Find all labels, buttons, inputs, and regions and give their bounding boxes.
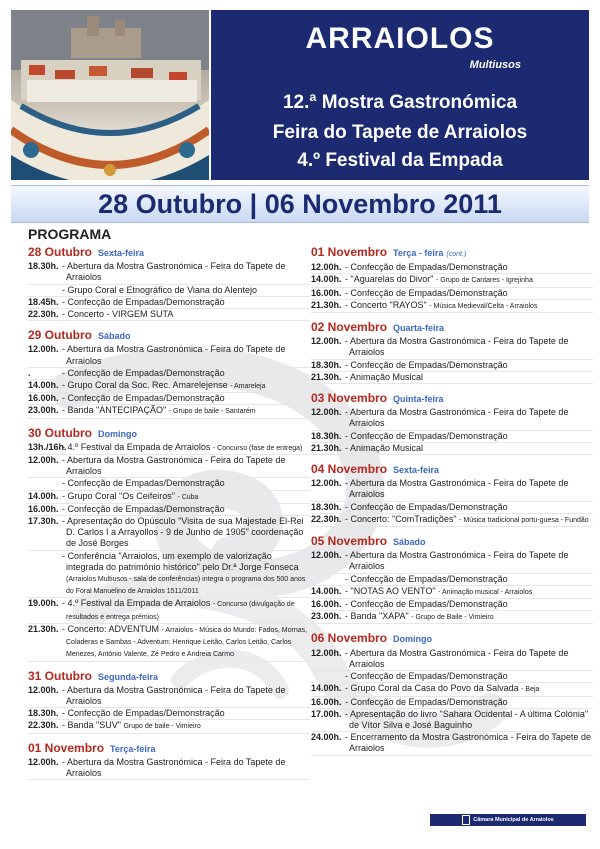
- event-time: 18.30h.: [311, 359, 342, 370]
- event-time: 16.00h.: [311, 287, 342, 298]
- event-time: 12.00h.: [28, 684, 59, 695]
- event-row: [311, 274, 593, 287]
- event-time: 23.00h.: [311, 611, 342, 622]
- event-text: - Animação Musical: [345, 371, 424, 382]
- event-time: [311, 671, 345, 682]
- event-row: [28, 309, 310, 321]
- event-description: [345, 407, 593, 429]
- event-row: [311, 262, 593, 274]
- event-text: - Concerto "RAYOS": [345, 299, 427, 310]
- event-note: - Grupo de baile - Santarém: [168, 408, 256, 416]
- event-text: - Confecção de Empadas/Demonstração: [62, 478, 225, 489]
- event-description: [345, 683, 593, 695]
- day-weekday: Quarta-feira: [393, 323, 445, 334]
- event-text: - "Aguarelas do Divor": [345, 274, 434, 285]
- day-weekday: Segunda-feira: [98, 671, 159, 682]
- day-weekday: Terça - feira: [393, 248, 444, 258]
- event-text: - Confecção de Empadas/Demonstração: [345, 359, 508, 370]
- event-row: [311, 550, 593, 573]
- event-note: (Arraiolos Multiusos - sala de conferências) integra o programa dos 500 anos do Foral Manuelino de Arraiolos 1511/2011: [66, 576, 306, 596]
- event-description: [345, 550, 593, 572]
- event-description: [62, 551, 310, 598]
- event-description: [62, 297, 310, 308]
- event-row: [311, 611, 593, 624]
- event-time: .: [28, 367, 31, 378]
- event-description: [62, 309, 310, 320]
- event-row: [28, 757, 310, 780]
- event-note: Grupo de baile - Vimieiro: [123, 723, 201, 731]
- event-row: [311, 709, 593, 732]
- event-description: [62, 708, 310, 719]
- event-time: 18.30h.: [311, 501, 342, 512]
- event-text: - Confecção de Empadas/Demonstração: [345, 501, 508, 512]
- event-note: - Música Medieval/Celta - Arraiolos: [429, 302, 538, 310]
- event-description: [62, 685, 310, 707]
- event-description: [345, 514, 593, 526]
- event-row: [28, 504, 310, 516]
- event-time: 19.00h.: [28, 598, 59, 609]
- event-row: [28, 720, 310, 733]
- event-description: [345, 360, 593, 371]
- event-note: - Concurso (divulgação de resultados e entrega prémios): [66, 601, 295, 621]
- event-row: [311, 599, 593, 611]
- event-text: - Grupo Coral da Casa do Povo da Salvada: [345, 683, 519, 694]
- event-row: [311, 683, 593, 696]
- header-photo: [11, 10, 209, 180]
- event-description: [345, 502, 593, 513]
- event-text: - Banda "ANTECIPAÇÃO": [62, 405, 167, 416]
- event-text: - Confecção de Empadas/Demonstração: [62, 503, 225, 514]
- day-date: 05 Novembro: [311, 534, 388, 549]
- event-row: [311, 574, 593, 586]
- event-time: 14.00h.: [311, 585, 342, 596]
- event-time: 21.30h.: [311, 371, 342, 382]
- event-description: [62, 285, 310, 296]
- event-time: 16.00h.: [28, 393, 59, 404]
- day-date: 02 Novembro: [311, 320, 388, 335]
- event-time: 22.30h.: [311, 513, 342, 524]
- event-description: [345, 288, 593, 299]
- day-header: [311, 633, 593, 645]
- event-text: - Conferência "Arraiolos, um exemplo de valorização integrada do património histórico" pelo Dr.ª Jorge Fonseca: [62, 550, 299, 572]
- event-description: [62, 405, 310, 417]
- event-text: - Confecção de Empadas/Demonstração: [62, 296, 225, 307]
- town-painting-icon: [11, 10, 209, 180]
- event-time: 17.00h.: [311, 708, 342, 719]
- event-text: - Concerto: "ComTradições": [345, 513, 457, 524]
- event-time: 12.00h.: [28, 344, 59, 355]
- event-row: [28, 285, 310, 297]
- event-row: [311, 514, 593, 527]
- event-description: [345, 671, 593, 682]
- event-text: - Abertura da Mostra Gastronómica - Feira do Tapete de Arraiolos: [345, 647, 569, 669]
- event-time: 24.00h.: [311, 732, 342, 743]
- event-row: [311, 586, 593, 599]
- event-description: [345, 574, 593, 585]
- event-time: 21.30h.: [28, 623, 59, 634]
- event-time: 12.00h.: [311, 478, 342, 489]
- event-text: - "NOTAS AO VENTO": [345, 585, 436, 596]
- day-weekday: Domingo: [393, 634, 433, 645]
- event-description: [345, 478, 593, 500]
- day-header: [311, 536, 593, 548]
- event-text: - Abertura da Mostra Gastronómica - Feira do Tapete de Arraiolos: [62, 455, 286, 477]
- day-date: 03 Novembro: [311, 391, 388, 406]
- event-text: - Grupo Coral "Os Ceifeiros": [62, 490, 175, 501]
- event-text: - Abertura da Mostra Gastronómica - Feira do Tapete de Arraiolos: [345, 407, 569, 429]
- event-text: - Confecção de Empadas/Demonstração: [345, 671, 508, 682]
- event-time: 21.30h.: [311, 299, 342, 310]
- event-text: - Abertura da Mostra Gastronómica - Feira do Tapete de Arraiolos: [345, 550, 569, 572]
- event-time: 14.00h.: [311, 274, 342, 285]
- event-row: [28, 405, 310, 418]
- event-time: 21.30h.: [311, 442, 342, 453]
- event-note: - Concurso (fase de entrega): [212, 444, 303, 452]
- footer-council: [430, 814, 586, 826]
- event-row: [28, 491, 310, 504]
- event-description: [345, 697, 593, 708]
- event-time: 18.30h.: [28, 708, 59, 719]
- event-time: 18.30h.: [311, 430, 342, 441]
- event-time: 12.00h.: [28, 756, 59, 767]
- event-note: - Grupo de Baile - Vimieiro: [411, 614, 494, 622]
- event-time: 14.00h.: [28, 380, 59, 391]
- event-row: [28, 478, 310, 490]
- day-date: 29 Outubro: [28, 328, 93, 343]
- event-text: - 4.º Festival da Empada de Arraiolos: [62, 598, 211, 609]
- day-date: 04 Novembro: [311, 462, 388, 477]
- event-row: [28, 708, 310, 720]
- event-row: [311, 288, 593, 300]
- day-header: [311, 393, 593, 405]
- day-date: 01 Novembro: [311, 245, 388, 259]
- event-row: [28, 685, 310, 708]
- event-row: [28, 442, 310, 455]
- event-text: - Abertura da Mostra Gastronómica - Feira do Tapete de Arraiolos: [62, 261, 286, 283]
- event-text: - Confecção de Empadas/Demonstração: [345, 599, 508, 610]
- schedule-right-column: [311, 247, 593, 756]
- event-time: [28, 551, 62, 598]
- event-row: [311, 648, 593, 671]
- event-note: - Amareleja: [230, 383, 266, 391]
- event-time: 16.00h.: [311, 599, 342, 610]
- event-title-1: 12.ª Mostra Gastronómica: [282, 92, 518, 113]
- day-header: [28, 668, 310, 683]
- event-description: [62, 478, 310, 489]
- event-text: - Confecção de Empadas/Demonstração: [345, 287, 508, 298]
- event-row: [28, 516, 310, 551]
- day-header: [28, 425, 310, 440]
- event-description: [345, 611, 593, 623]
- event-text: - Grupo Coral e Etnográfico de Viana do Alentejo: [62, 284, 257, 295]
- day-header: [311, 247, 593, 260]
- day-header: [28, 330, 310, 342]
- event-row: [28, 344, 310, 367]
- event-time: 12.00h.: [311, 550, 342, 561]
- day-weekday: Domingo: [98, 428, 138, 439]
- event-description: [345, 648, 593, 670]
- event-row: [311, 372, 593, 384]
- event-description: [62, 368, 310, 379]
- event-description: [345, 262, 593, 273]
- event-time: 14.00h.: [28, 490, 59, 501]
- event-description: [62, 380, 310, 392]
- event-text: - Abertura da Mostra Gastronómica - Feira do Tapete de Arraiolos: [62, 684, 286, 706]
- event-row: [311, 407, 593, 430]
- event-description: [62, 261, 310, 283]
- day-weekday: Sexta-feira: [98, 248, 145, 258]
- day-weekday: Quinta-feira: [393, 394, 444, 405]
- event-text: - Concerto - VIRGEM SUTA: [62, 309, 174, 320]
- event-row: [28, 624, 310, 662]
- event-title-3: 4.º Festival da Empada: [297, 150, 503, 171]
- event-note: - Grupo de Cantares - Igrejinha: [435, 277, 533, 285]
- day-header: [28, 740, 310, 755]
- day-weekday: Sexta-feira: [393, 465, 440, 476]
- event-row: [311, 478, 593, 501]
- schedule-left-column: [28, 247, 310, 780]
- event-description: [345, 732, 593, 754]
- event-time: 12.00h.: [311, 336, 342, 347]
- event-row: [311, 502, 593, 514]
- event-text: - Abertura da Mostra Gastronómica - Feira do Tapete de Arraiolos: [62, 756, 286, 778]
- event-note: - Cuba: [177, 493, 199, 501]
- event-text: - Animação Musical: [345, 442, 424, 453]
- event-time: 17.30h.: [28, 516, 59, 527]
- event-time: 16.00h.: [311, 696, 342, 707]
- event-description: [62, 393, 310, 404]
- event-time: [28, 478, 62, 489]
- event-time: 23.00h.: [28, 405, 59, 416]
- event-description: [345, 431, 593, 442]
- event-description: [345, 586, 593, 598]
- event-description: [345, 599, 593, 610]
- event-row: [28, 551, 310, 599]
- event-description: [62, 491, 310, 503]
- event-time: 18.30h.: [28, 261, 59, 272]
- event-description: [345, 443, 593, 454]
- event-time: 13h./16h.: [28, 441, 67, 452]
- day-weekday: Sábado: [393, 537, 426, 548]
- event-description: [62, 442, 310, 454]
- brand-subtitle: Multiusos: [469, 59, 521, 71]
- event-description: [62, 757, 310, 779]
- event-text: - Abertura da Mostra Gastronómica - Feira do Tapete de Arraiolos: [62, 344, 286, 366]
- event-description: [345, 274, 593, 286]
- event-text: - Confecção de Empadas/Demonstração: [62, 708, 225, 719]
- event-row: [28, 368, 310, 380]
- day-date: 31 Outubro: [28, 668, 93, 683]
- day-header: [311, 322, 593, 334]
- day-date: 01 Novembro: [28, 740, 105, 755]
- event-text: - Abertura da Mostra Gastronómica - Feira do Tapete de Arraiolos: [345, 478, 569, 500]
- title-box: [211, 10, 589, 180]
- event-row: [311, 443, 593, 455]
- event-note: - Música tradicional portu-guesa - Fundão: [459, 516, 589, 524]
- day-header: [28, 247, 310, 259]
- event-row: [311, 732, 593, 755]
- brand-title: ARRAIOLOS: [305, 22, 495, 55]
- event-text: - Confecção de Empadas/Demonstração: [345, 430, 508, 441]
- event-note: - Arraiolos - Música do Mundo: Fados, Mornas, Coladeras e Sambas - Adventum: Henrique Leitão, Carlos Leitão, Carlos Menezes, António Valente, Zé Pedro e Andreia Carmo: [66, 626, 308, 659]
- event-row: [311, 336, 593, 359]
- coat-of-arms-icon: [462, 815, 470, 825]
- event-description: [345, 709, 593, 731]
- event-text: - Abertura da Mostra Gastronómica - Feira do Tapete de Arraiolos: [345, 336, 569, 358]
- event-description: [62, 455, 310, 477]
- event-time: 12.00h.: [28, 455, 59, 466]
- event-description: [345, 300, 593, 312]
- day-date: 06 Novembro: [311, 631, 388, 646]
- event-row: [311, 360, 593, 372]
- event-text: - Confecção de Empadas/Demonstração: [345, 696, 508, 707]
- poster-header: [11, 10, 589, 180]
- event-row: [28, 380, 310, 393]
- event-time: 16.00h.: [28, 503, 59, 514]
- event-description: [62, 720, 310, 732]
- day-weekday: Terça-feira: [110, 743, 156, 754]
- event-time: [311, 574, 345, 585]
- event-description: [62, 598, 310, 622]
- event-row: [311, 697, 593, 709]
- event-time: 12.00h.: [311, 262, 342, 273]
- day-date: 30 Outubro: [28, 425, 93, 440]
- event-time: 18.45h.: [28, 296, 59, 307]
- event-text: - Banda "SUV": [62, 720, 121, 731]
- event-row: [28, 261, 310, 284]
- event-time: 22.30h.: [28, 720, 59, 731]
- event-time: 22.30h.: [28, 309, 59, 320]
- day-weekday: Sábado: [98, 331, 131, 342]
- continued-note: (cont.): [446, 251, 467, 258]
- event-time: 14.00h.: [311, 683, 342, 694]
- event-description: [62, 516, 310, 550]
- event-text: - Confecção de Empadas/Demonstração: [62, 393, 225, 404]
- event-description: [345, 372, 593, 383]
- event-text: - Confecção de Empadas/Demonstração: [345, 573, 508, 584]
- programa-heading: PROGRAMA: [28, 226, 112, 242]
- event-description: [62, 624, 310, 661]
- date-banner: 28 Outubro | 06 Novembro 2011: [11, 185, 589, 223]
- event-row: [28, 393, 310, 405]
- event-row: [311, 300, 593, 313]
- event-time: [28, 285, 62, 296]
- event-text: - Encerramento da Mostra Gastronómica - Feira do Tapete de Arraiolos: [345, 732, 591, 754]
- event-text: - Confecção de Empadas/Demonstração: [345, 262, 508, 273]
- event-row: [311, 671, 593, 683]
- event-text: - Confecção de Empadas/Demonstração: [62, 367, 225, 378]
- event-time: 12.00h.: [311, 647, 342, 658]
- event-row: [28, 598, 310, 623]
- event-description: [345, 336, 593, 358]
- event-row: [28, 297, 310, 309]
- event-note: - Beja: [521, 686, 540, 694]
- event-text: - Apresentação do Opúsculo "Visita de sua Majestade El-Rei D. Carlos I a Arrayollos - 9 de Junho de 1905" coordenação de José Borges: [62, 516, 304, 549]
- day-date: 28 Outubro: [28, 245, 93, 259]
- event-text: - Apresentação do livro "Sahara Ocidental - A última Colónia" de Vítor Silva e José Baguinho: [345, 708, 589, 730]
- event-description: [62, 504, 310, 515]
- event-text: - Concerto: ADVENTUM: [62, 623, 160, 634]
- event-text: - Banda "XAPA": [345, 611, 409, 622]
- footer-text: Câmara Municipal de Arraiolos: [473, 817, 554, 823]
- event-description: [62, 344, 310, 366]
- event-text: - 4.º Festival da Empada de Arraiolos: [62, 441, 211, 452]
- event-row: [28, 455, 310, 478]
- event-title-2: Feira do Tapete de Arraiolos: [272, 122, 528, 143]
- day-header: [311, 464, 593, 476]
- event-row: [311, 431, 593, 443]
- event-text: - Grupo Coral da Soc. Rec. Amarelejense: [62, 380, 228, 391]
- event-time: 12.00h.: [311, 407, 342, 418]
- event-note: - Animação musical - Arraiolos: [438, 588, 533, 596]
